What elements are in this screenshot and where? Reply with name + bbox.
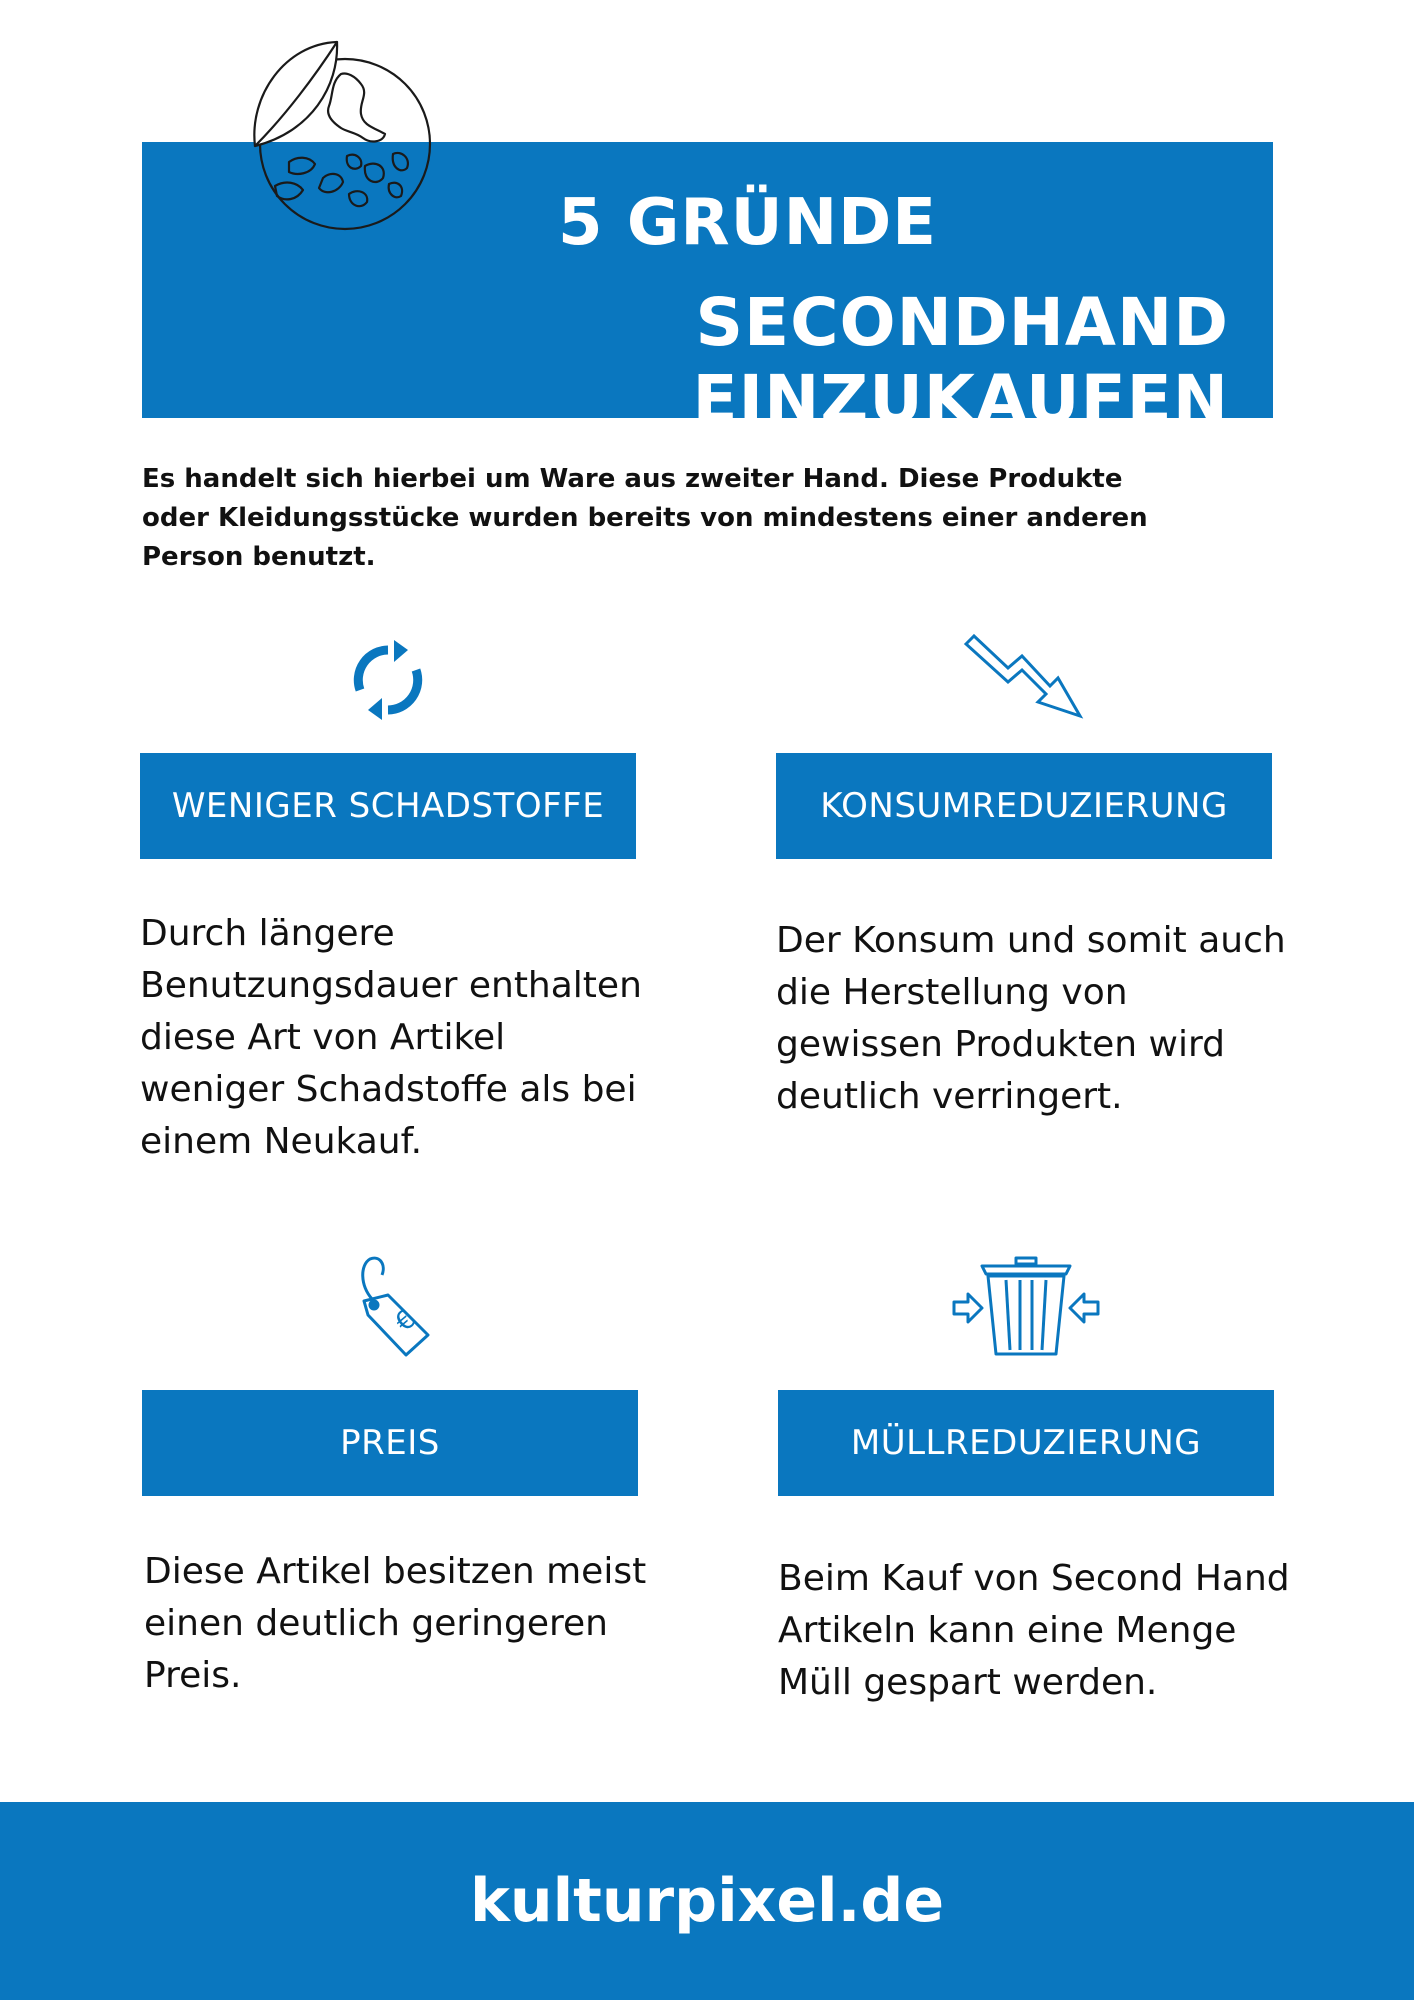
section-label-konsum: KONSUMREDUZIERUNG [776, 753, 1272, 859]
section-label-muell: MÜLLREDUZIERUNG [778, 1390, 1274, 1496]
section-text-schadstoffe: Durch längere Benutzungsdauer enthalten diese Art von Artikel weniger Schadstoffe als bei einem Neukauf. [140, 913, 642, 1162]
compress-trash-can-icon [952, 1256, 1100, 1358]
section-text-muell: Beim Kauf von Second Hand Artikeln kann eine Menge Müll gespart werden. [778, 1558, 1290, 1703]
globe-leaf-icon [245, 36, 437, 236]
section-label-schadstoffe: WENIGER SCHADSTOFFE [140, 753, 636, 859]
section-text-konsum: Der Konsum und somit auch die Herstellung von gewissen Produkten wird deutlich verringert. [776, 920, 1286, 1117]
euro-price-tag-icon [358, 1255, 434, 1359]
page-title-line2: SECONDHAND EINZUKAUFEN [692, 284, 1229, 438]
page-title-line1: 5 GRÜNDE [558, 186, 937, 260]
footer-banner [0, 1802, 1414, 2000]
svg-text:€: € [389, 1304, 422, 1339]
footer-site-link[interactable]: kulturpixel.de [469, 1866, 945, 1936]
section-label-preis: PREIS [142, 1390, 638, 1496]
trend-down-arrow-icon [960, 632, 1088, 722]
section-text-preis: Diese Artikel besitzen meist einen deutlich geringeren Preis. [144, 1551, 647, 1696]
recycle-arrows-icon [348, 640, 428, 720]
intro-text: Es handelt sich hierbei um Ware aus zweiter Hand. Diese Produkte oder Kleidungsstücke wurden bereits von mindestens einer anderen Person benutzt. [142, 464, 1148, 572]
